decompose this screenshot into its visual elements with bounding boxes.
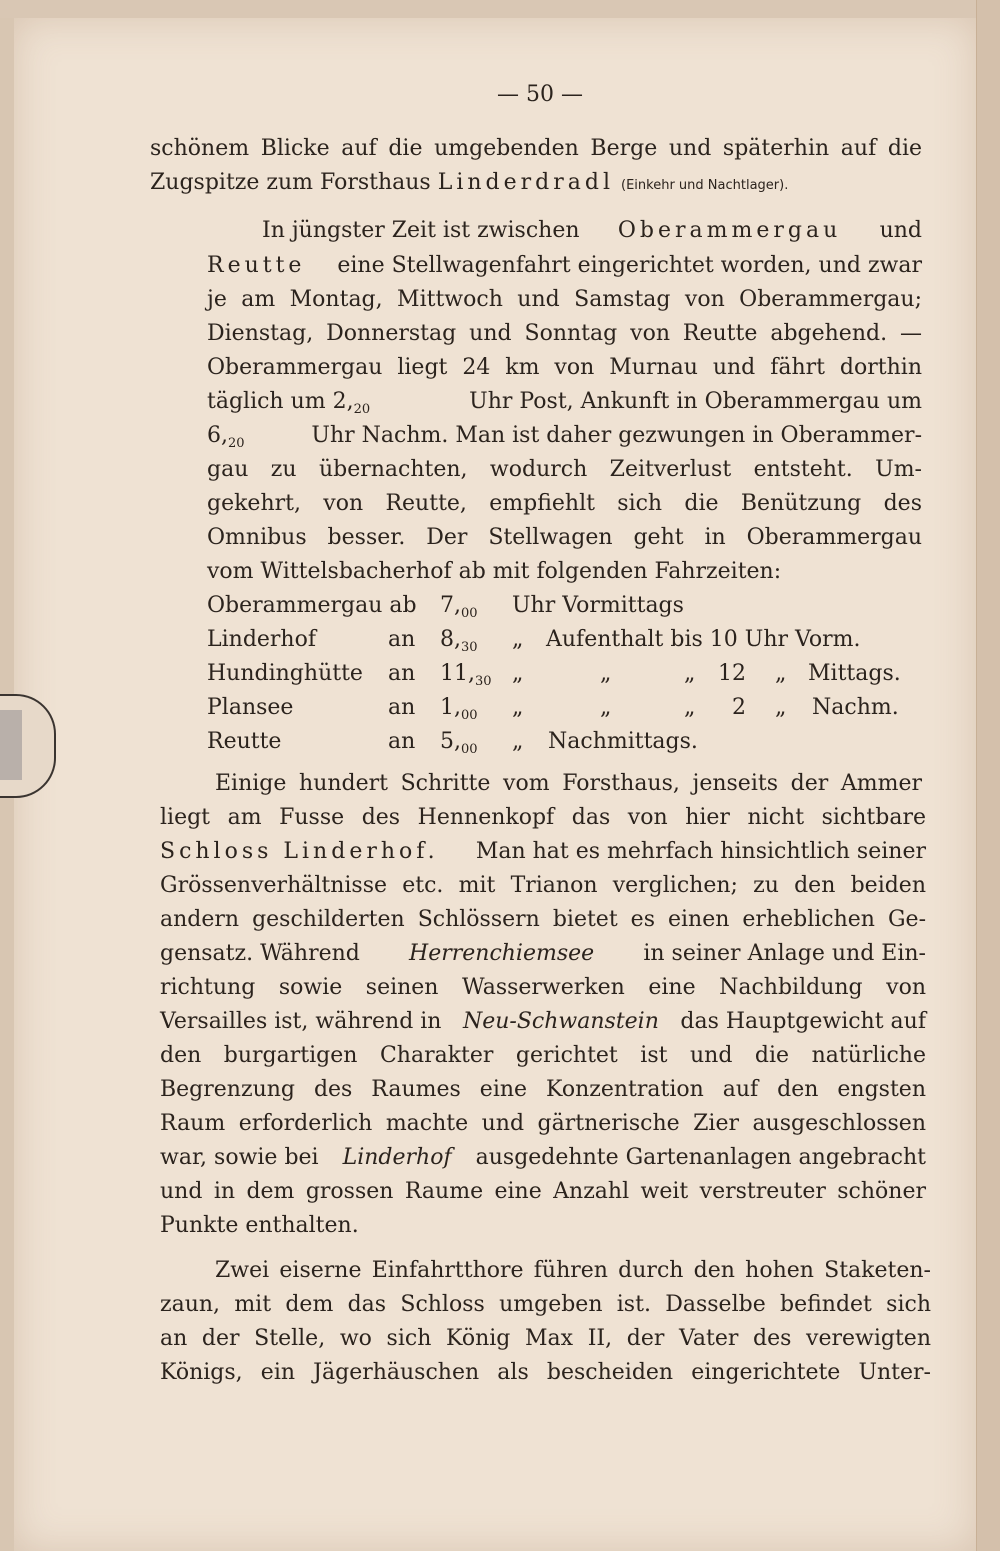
schedule-note: Uhr Vormittags [512,593,684,618]
text-line: gensatz. Während Herrenchiemsee in seiner Anlage und Ein- [160,941,926,966]
text-line: Zwei eiserne Einfahrtthore führen durch den hohen Staketen- [215,1258,931,1283]
schedule-ditto: „ [600,695,612,720]
binding-clip-shadow [0,710,22,780]
schedule-mode: an [388,661,416,686]
schedule-place: Oberammergau ab [207,593,417,618]
schedule-time: $1,_{00}$ [440,695,478,723]
schedule-time: $7,_{00}$ [440,593,478,621]
place-name: Neu-Schwanstein [462,1009,659,1034]
schedule-note: Nachm. [812,695,899,720]
schedule-ditto: „ [684,661,696,686]
schedule-note: Mittags. [808,661,901,686]
text-line: Einige hundert Schritte vom Forsthaus, jenseits der Ammer [215,771,922,796]
text-line: Dienstag, Donnerstag und Sonntag von Reutte abgehend. — [207,321,922,346]
schedule-mode: an [388,695,416,720]
schedule-ditto: „ [775,695,787,720]
text-line: liegt am Fusse des Hennenkopf das von hier nicht sichtbare [160,805,926,830]
text-line: Zugspitze zum Forsthaus Linderdradl (Einkehr und Nachtlager). [150,170,789,195]
schedule-ditto: „ [600,661,612,686]
text-line: richtung sowie seinen Wasserwerken eine Nachbildung von [160,975,926,1000]
schedule-place: Hundinghütte [207,661,363,686]
text-line: Reutte eine Stellwagenfahrt eingerichtet worden, und zwar [207,253,922,278]
page-number: — 50 — [497,82,583,107]
schedule-ditto: „ [775,661,787,686]
text-line: Begrenzung des Raumes eine Konzentration auf den engsten [160,1077,926,1102]
text-line: zaun, mit dem das Schloss umgeben ist. Dasselbe befindet sich [160,1292,931,1317]
schedule-place: Reutte [207,729,282,754]
text-line: Omnibus besser. Der Stellwagen geht in Oberammergau [207,525,922,550]
text-line: den burgartigen Charakter gerichtet ist und die natürliche [160,1043,926,1068]
schedule-mode: an [388,729,416,754]
place-name: Reutte [207,253,306,278]
text-line: war, sowie bei Linderhof ausgedehnte Gartenanlagen angebracht [160,1145,926,1170]
schedule-note: Aufenthalt bis 10 Uhr Vorm. [546,627,861,652]
next-page-edge [976,0,1000,1551]
schedule-ditto: „ [512,661,524,686]
text-line: In jüngster Zeit ist zwischen Oberammergau und [262,218,922,243]
schedule-place: Linderhof [207,627,316,652]
schedule-time: $5,_{00}$ [440,729,478,757]
text-line: gau zu übernachten, wodurch Zeitverlust entsteht. Um- [207,457,922,482]
place-name: Linderhof [342,1145,452,1170]
text-line: andern geschilderten Schlössern bietet es einen erheblichen Ge- [160,907,926,932]
text-line: Grössenverhältnisse etc. mit Trianon verglichen; zu den beiden [160,873,926,898]
place-name: Schloss Linderhof. [160,839,439,864]
schedule-ditto: „ [512,695,524,720]
text-line: Oberammergau liegt 24 km von Murnau und fährt dorthin [207,355,922,380]
text-line: je am Montag, Mittwoch und Samstag von Oberammergau; [207,287,922,312]
text-line: Schloss Linderhof. Man hat es mehrfach hinsichtlich seiner [160,839,926,864]
text-line: $6,_{20}$ Uhr Nachm. Man ist daher gezwungen in Oberammer- [207,423,922,451]
schedule-note: Nachmittags. [548,729,698,754]
schedule-hour: 2 [732,695,746,720]
text-line: Königs, ein Jägerhäuschen als bescheiden eingerichtete Unter- [160,1360,931,1385]
schedule-hour: 12 [718,661,746,686]
text-line: schönem Blicke auf die umgebenden Berge und späterhin auf die [150,136,922,161]
text-line: an der Stelle, wo sich König Max II, der Vater des verewigten [160,1326,931,1351]
schedule-ditto: „ [684,695,696,720]
schedule-time: $8,_{30}$ [440,627,478,655]
text-line: Punkte enthalten. [160,1213,359,1238]
scan-top-edge [0,0,1000,18]
text-line: täglich um $2,_{20}$ Uhr Post, Ankunft in Oberammergau um [207,389,922,417]
schedule-time: $11,_{30}$ [440,661,492,689]
schedule-ditto: „ [512,627,524,652]
place-name: Linderdradl [437,170,614,195]
place-name: Herrenchiemsee [409,941,595,966]
annotation: (Einkehr und Nachtlager). [621,178,789,193]
text-line: vom Wittelsbacherhof ab mit folgenden Fahrzeiten: [207,559,782,584]
text-line: gekehrt, von Reutte, empfiehlt sich die Benützung des [207,491,922,516]
schedule-place: Plansee [207,695,294,720]
text-line: Raum erforderlich machte und gärtnerische Zier ausgeschlossen [160,1111,926,1136]
text-line: und in dem grossen Raume eine Anzahl weit verstreuter schöner [160,1179,926,1204]
schedule-mode: an [388,627,416,652]
place-name: Oberammergau [617,218,842,243]
schedule-ditto: „ [512,729,524,754]
text-line: Versailles ist, während in Neu-Schwanstein das Hauptgewicht auf [160,1009,926,1034]
